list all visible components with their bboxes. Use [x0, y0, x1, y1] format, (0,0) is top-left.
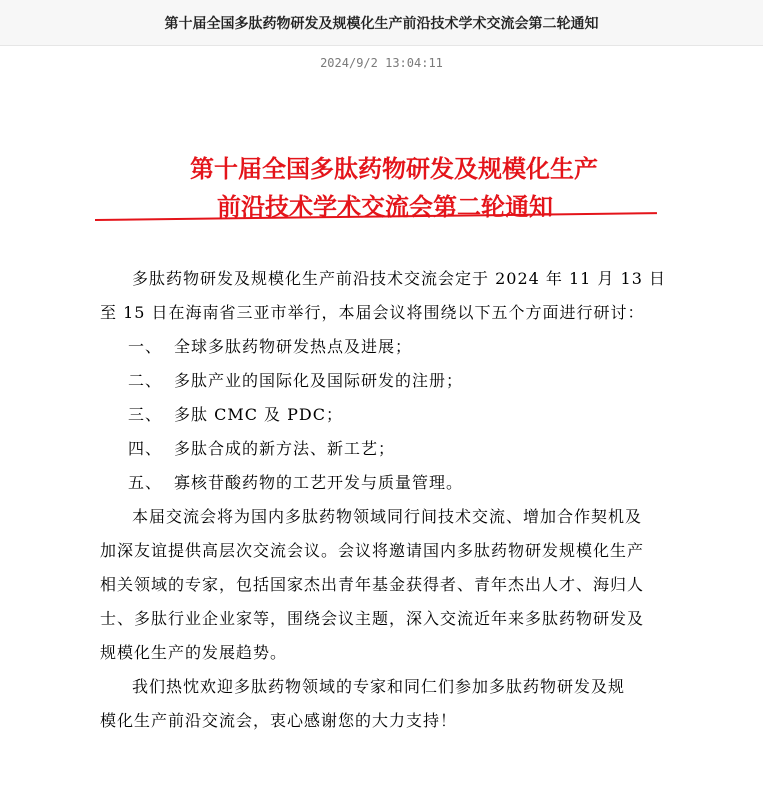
paragraph-line: 规模化生产的发展趋势。 — [100, 643, 288, 662]
paragraph-line: 模化生产前沿交流会，衷心感谢您的大力支持！ — [100, 711, 458, 730]
intro-line: 至 15 日在海南省三亚市举行，本届会议将围绕以下五个方面进行研讨： — [100, 303, 645, 322]
heading-line-2: 前沿技术学术交流会第二轮通知 — [217, 193, 553, 221]
topic-item — [100, 466, 710, 500]
topic-number: 五、 — [128, 473, 163, 492]
topic-number: 二、 — [128, 371, 163, 390]
topic-item — [100, 330, 710, 364]
topic-text: 多肽产业的国际化及国际研发的注册； — [174, 371, 464, 390]
topic-item — [100, 364, 710, 398]
page-title: 第十届全国多肽药物研发及规模化生产前沿技术学术交流会第二轮通知 — [0, 0, 763, 46]
document-body — [100, 262, 710, 738]
topic-number: 四、 — [128, 439, 163, 458]
intro-line: 多肽药物研发及规模化生产前沿技术交流会定于 2024 年 11 月 13 日 — [132, 269, 666, 288]
paragraph-line: 士、多肽行业企业家等，围绕会议主题，深入交流近年来多肽药物研发及 — [100, 609, 645, 628]
paragraph-line: 相关领域的专家，包括国家杰出青年基金获得者、青年杰出人才、海归人 — [100, 575, 645, 594]
topic-number: 三、 — [128, 405, 163, 424]
topic-text: 寡核苷酸药物的工艺开发与质量管理。 — [174, 473, 464, 492]
post-timestamp: 2024/9/2 13:04:11 — [320, 56, 443, 70]
heading-line-1: 第十届全国多肽药物研发及规模化生产 — [190, 155, 598, 183]
topic-text: 全球多肽药物研发热点及进展； — [174, 337, 413, 356]
topic-item — [100, 432, 710, 466]
topic-number: 一、 — [128, 337, 163, 356]
paragraph-line: 我们热忱欢迎多肽药物领域的专家和同仁们参加多肽药物研发及规 — [132, 677, 626, 696]
topic-text: 多肽 CMC 及 PDC； — [174, 405, 343, 424]
topic-text: 多肽合成的新方法、新工艺； — [174, 439, 396, 458]
paragraph-line: 本届交流会将为国内多肽药物领域同行间技术交流、增加合作契机及 — [132, 507, 643, 526]
topic-item — [100, 398, 710, 432]
paragraph-line: 加深友谊提供高层次交流会议。会议将邀请国内多肽药物研发规模化生产 — [100, 541, 645, 560]
